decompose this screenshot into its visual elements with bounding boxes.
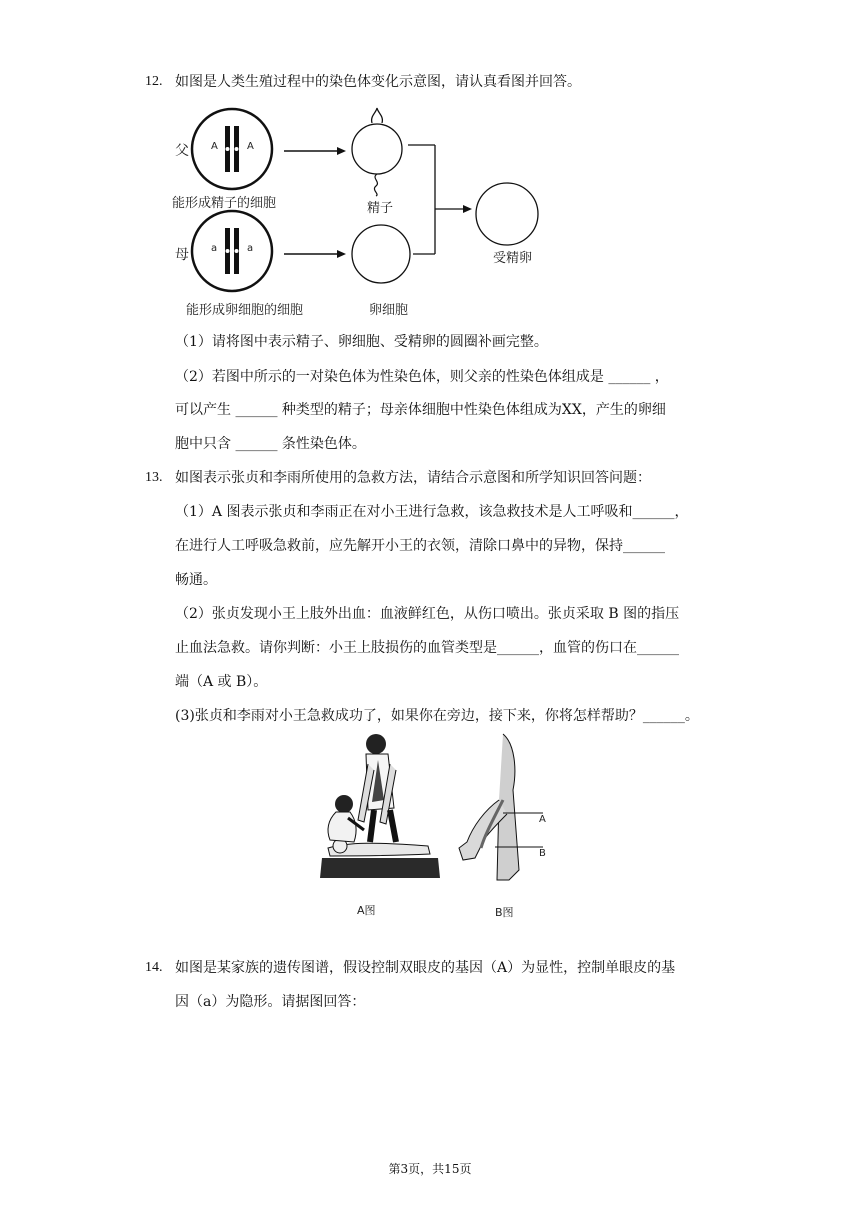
q12-part2-line2: 可以产生 ______ 种类型的精子；母亲体细胞中性染色体组成为XX，产生的卵细	[175, 402, 666, 418]
q13-part1-line3: 畅通。	[175, 572, 217, 588]
sperm-cell-label: 能形成精子的细胞	[172, 196, 277, 211]
q13-part2-line3: 端（A 或 B）。	[175, 674, 268, 690]
q12-part1: （1）请将图中表示精子、卵细胞、受精卵的圆圈补画完整。	[175, 334, 548, 350]
gene-label-a-left: a	[211, 243, 218, 254]
zygote-label: 受精卵	[493, 251, 533, 266]
pressure-point-illustration	[455, 730, 555, 888]
q13-part2-line2: 止血法急救。请你判断：小王上肢损伤的血管类型是______，血管的伤口在______	[175, 640, 679, 656]
figure-a-label: A图	[357, 904, 376, 917]
q13-part1-line2: 在进行人工呼吸急救前，应先解开小王的衣领，清除口鼻中的异物，保持______	[175, 538, 665, 554]
mother-label: 母	[175, 247, 189, 263]
egg-label: 卵细胞	[369, 303, 409, 318]
q13-part3: (3)张贞和李雨对小王急救成功了，如果你在旁边，接下来，你将怎样帮助？______。	[175, 708, 699, 724]
question-number: 12.	[145, 74, 163, 89]
cpr-illustration	[318, 730, 442, 888]
father-label: 父	[175, 143, 189, 159]
question-number: 13.	[145, 470, 163, 485]
gene-label-A-right: A	[247, 141, 254, 152]
figure-b-label: B图	[495, 906, 514, 919]
question-number: 14.	[145, 960, 163, 975]
question-stem: 如图是人类生殖过程中的染色体变化示意图，请认真看图并回答。	[175, 74, 581, 90]
chromosome-diagram	[170, 104, 560, 322]
q13-part2-line1: （2）张贞发现小王上肢外出血：血液鲜红色，从伤口喷出。张贞采取 B 图的指压	[175, 606, 680, 622]
sperm-label: 精子	[367, 201, 394, 216]
point-b-label: B	[539, 848, 546, 859]
point-a-label: A	[539, 814, 546, 825]
gene-label-A-left: A	[211, 141, 218, 152]
gene-label-a-right: a	[247, 243, 254, 254]
egg-cell-label: 能形成卵细胞的细胞	[186, 303, 304, 318]
q13-part1-line1: （1）A 图表示张贞和李雨正在对小王进行急救，该急救技术是人工呼吸和______，	[175, 504, 689, 520]
q12-part2-line3: 胞中只含 ______ 条性染色体。	[175, 436, 366, 452]
page-footer: 第3页，共15页	[388, 1162, 472, 1176]
question-stem-line2: 因（a）为隐形。请据图回答：	[175, 994, 366, 1010]
question-stem: 如图表示张贞和李雨所使用的急救方法，请结合示意图和所学知识回答问题：	[175, 470, 651, 486]
q12-part2-line1: （2）若图中所示的一对染色体为性染色体，则父亲的性染色体组成是 ______ ，	[175, 369, 669, 385]
question-stem-line1: 如图是某家族的遗传图谱，假设控制双眼皮的基因（A）为显性，控制单眼皮的基	[175, 960, 676, 976]
